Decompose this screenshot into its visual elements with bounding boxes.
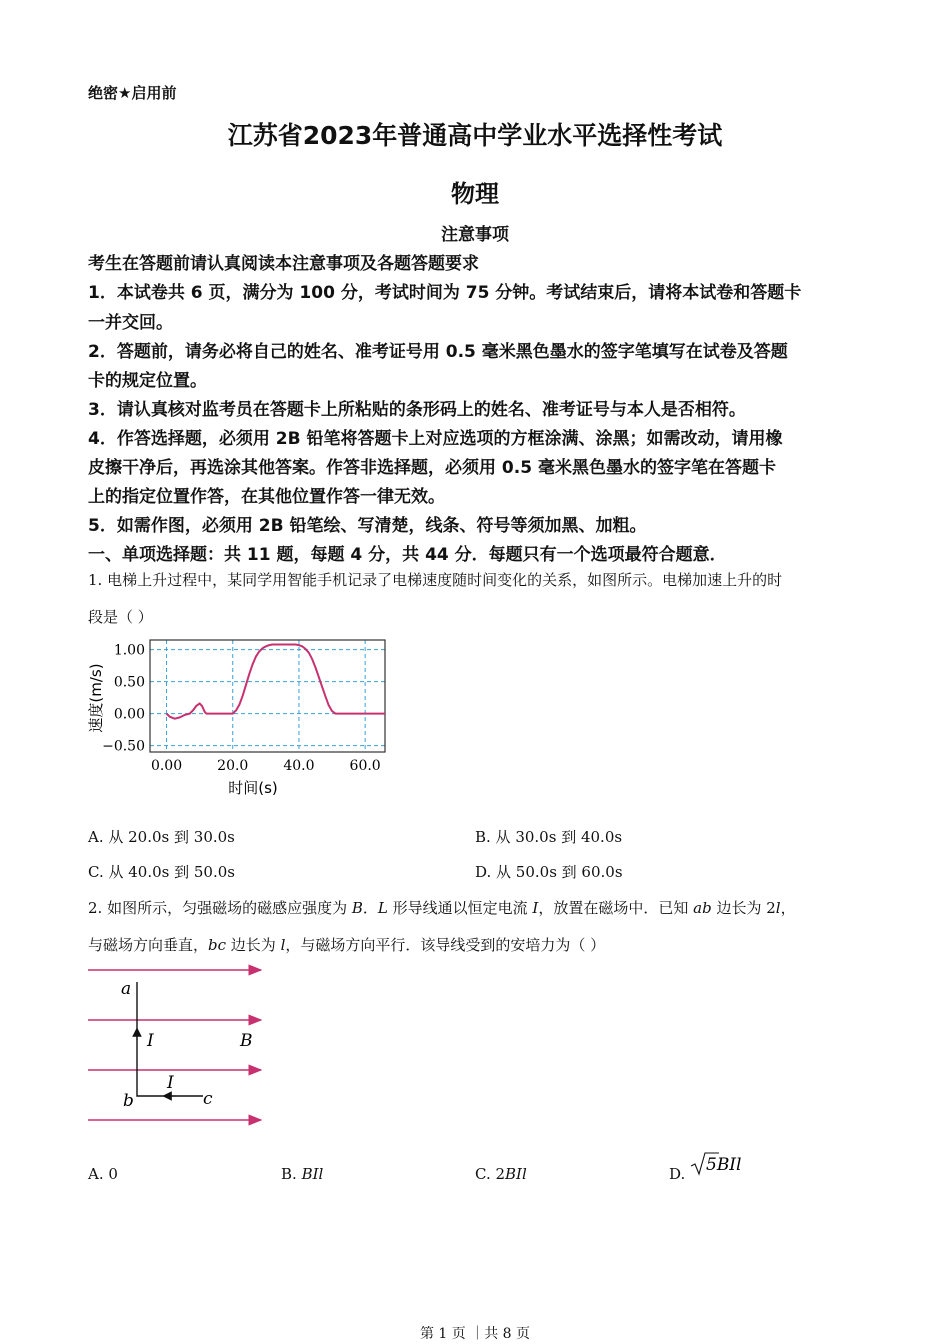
notice-line: 1．本试卷共 6 页，满分为 100 分，考试时间为 75 分钟。考试结束后，请将本试卷和答题卡: [88, 283, 802, 303]
notice-line: 上的指定位置作答，在其他位置作答一律无效。: [88, 487, 445, 507]
q2-option-c[interactable]: C. 2BIl: [475, 1165, 527, 1183]
x-tick-label: 0.00: [150, 758, 183, 774]
exam-title: 江苏省2023年普通高中学业水平选择性考试: [227, 121, 723, 150]
q1-option-a[interactable]: A. 从 20.0s 到 30.0s: [88, 828, 235, 846]
notice-line: 皮擦干净后，再选涂其他答案。作答非选择题，必须用 0.5 毫米黑色墨水的签字笔在答题卡: [88, 458, 776, 478]
y-axis-label: 速度(m/s): [87, 663, 105, 733]
x-axis-label: 时间(s): [228, 779, 278, 797]
q1-option-b[interactable]: B. 从 30.0s 到 40.0s: [475, 828, 623, 846]
secret-label: 绝密★启用前: [88, 84, 177, 102]
point-c-label: c: [203, 1089, 213, 1109]
point-b-label: b: [123, 1091, 134, 1111]
notice-line: 3．请认真核对监考员在答题卡上所粘贴的条形码上的姓名、准考证号与本人是否相符。: [88, 400, 746, 420]
subject-title: 物理: [451, 180, 499, 208]
y-tick-labels: [102, 643, 145, 755]
q1-option-d[interactable]: D. 从 50.0s 到 60.0s: [475, 863, 623, 881]
x-tick-label: 40.0: [283, 758, 315, 774]
q1-stem-line2: 段是（ ）: [88, 608, 153, 626]
point-a-label: a: [121, 979, 132, 999]
x-tick-label: 60.0: [349, 758, 381, 774]
y-tick-label: 0.00: [113, 706, 145, 723]
notice-line: 卡的规定位置。: [88, 371, 207, 391]
q2-stem-line1: 2. 如图所示，匀强磁场的磁感应强度为 B．L 形导线通以恒定电流 I，放置在磁场中．已知 ab 边长为 2l，: [88, 899, 796, 917]
notice-line: 一并交回。: [88, 313, 173, 333]
x-tick-label: 20.0: [217, 758, 249, 774]
y-tick-label: 0.50: [113, 674, 145, 691]
field-b-label: B: [240, 1031, 253, 1051]
q1-option-c[interactable]: C. 从 40.0s 到 50.0s: [88, 863, 235, 881]
sqrt-expression: [689, 1150, 769, 1180]
notice-line: 4．作答选择题，必须用 2B 铅笔将答题卡上对应选项的方框涂满、涂黑；如需改动，请用橡: [88, 429, 783, 449]
section-heading: 一、单项选择题：共 11 题，每题 4 分，共 44 分．每题只有一个选项最符合题意．: [88, 545, 727, 565]
y-tick-label: 1.00: [113, 642, 145, 659]
q2-stem-line2: 与磁场方向垂直，bc 边长为 l，与磁场方向平行．该导线受到的安培力为（ ）: [88, 936, 606, 954]
chart-grid: [150, 640, 385, 752]
q2-option-b[interactable]: B. BIl: [281, 1165, 324, 1183]
current-label-horizontal: I: [167, 1073, 174, 1093]
magnetic-field-figure: [85, 960, 275, 1135]
notice-line: 2．答题前，请务必将自己的姓名、准考证号用 0.5 毫米黑色墨水的签字笔填写在试卷及答题: [88, 342, 788, 362]
notice-heading: 注意事项: [441, 225, 509, 245]
notice-line: 5．如需作图，必须用 2B 铅笔绘、写清楚，线条、符号等须加黑、加粗。: [88, 516, 647, 536]
q1-stem-line1: 1. 电梯上升过程中，某同学用智能手机记录了电梯速度随时间变化的关系，如图所示。电梯加速上升的时: [88, 571, 783, 589]
velocity-time-chart: [85, 632, 405, 802]
plot-frame: [150, 640, 385, 752]
sqrt-value: 5BIl: [706, 1155, 742, 1175]
x-tick-labels: [151, 758, 381, 774]
y-tick-label: −0.50: [102, 738, 145, 755]
q2-option-a[interactable]: A. 0: [88, 1165, 118, 1183]
page-footer: 第 1 页 ｜共 8 页: [419, 1326, 531, 1342]
current-label-vertical: I: [147, 1031, 154, 1051]
notice-intro: 考生在答题前请认真阅读本注意事项及各题答题要求: [88, 254, 479, 274]
